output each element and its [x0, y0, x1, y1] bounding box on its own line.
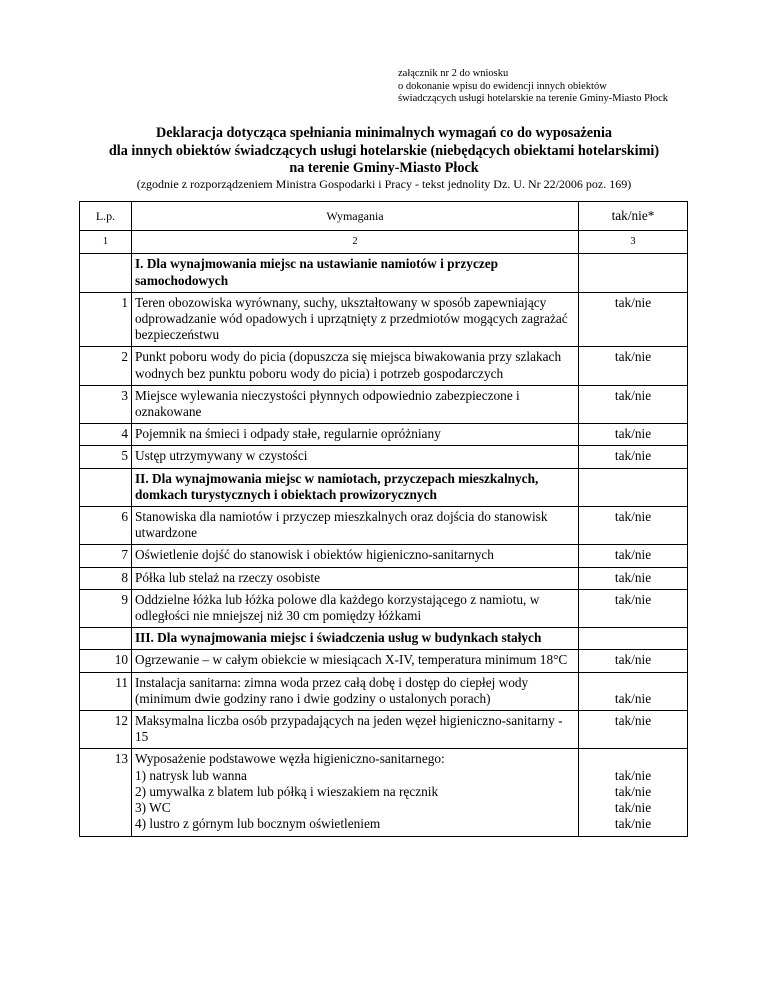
answer-cell[interactable]: tak/nie [579, 567, 688, 589]
requirements-table [79, 201, 688, 837]
answer-cell[interactable]: tak/nie [579, 385, 688, 423]
answer-cell[interactable]: tak/nie [579, 650, 688, 672]
requirement-text: Teren obozowiska wyrównany, suchy, ukształtowany w sposób zapewniający odprowadzanie wód opadowych i uprzątnięty z przedmiotów mogących zagrażać bezpieczeństwu [132, 292, 579, 347]
attachment-line: świadczących usługi hotelarskie na terenie Gminy-Miasto Płock [398, 93, 669, 105]
row-number: 6 [80, 507, 132, 545]
requirement-text: Punkt poboru wody do picia (dopuszcza się miejsca biwakowania przy szlakach wodnych bez punktu poboru wody do picia) i potrzeb gospodarczych [132, 347, 579, 385]
title-line: na terenie Gminy-Miasto Płock [289, 160, 479, 176]
requirement-text: Ustęp utrzymywany w czystości [132, 446, 579, 468]
table-row [80, 650, 688, 672]
table-row [80, 507, 688, 545]
section-title: III. Dla wynajmowania miejsc i świadczenia usług w budynkach stałych [132, 628, 579, 650]
section-title: II. Dla wynajmowania miejsc w namiotach, przyczepach mieszkalnych, domkach turystycznych i obiektach prowizorycznych [132, 468, 579, 506]
header-requirements: Wymagania [132, 202, 579, 231]
header-answer: tak/nie* [579, 202, 688, 231]
answer-cell[interactable]: tak/nie [579, 545, 688, 567]
answer-cell[interactable]: tak/nie [579, 292, 688, 347]
row-number: 10 [80, 650, 132, 672]
requirement-text: Półka lub stelaż na rzeczy osobiste [132, 567, 579, 589]
table-row [80, 672, 688, 710]
answer-cell[interactable]: tak/nie [579, 672, 688, 710]
requirement-line: 1) natrysk lub wanna [135, 767, 247, 783]
section-row [80, 468, 688, 506]
header-lp: L.p. [80, 202, 132, 231]
title-line: dla innych obiektów świadczących usługi hotelarskie (niebędących obiektami hotelarskimi) [108, 142, 660, 159]
column-number-row [80, 231, 688, 254]
table-row [80, 347, 688, 385]
answer-line[interactable]: tak/nie [614, 816, 652, 832]
requirement-text: Stanowiska dla namiotów i przyczep mieszkalnych oraz dojścia do stanowisk utwardzone [132, 507, 579, 545]
row-number: 9 [80, 589, 132, 627]
answer-line[interactable]: tak/nie [614, 783, 652, 799]
legal-basis-subtitle: (zgodnie z rozporządzeniem Ministra Gospodarki i Pracy - tekst jednolity Dz. U. Nr 22/2006 poz. 169) [136, 177, 632, 191]
column-number: 1 [80, 231, 132, 254]
row-number: 5 [80, 446, 132, 468]
row-number: 12 [80, 711, 132, 749]
row-number: 1 [80, 292, 132, 347]
answer-line[interactable]: tak/nie [614, 800, 652, 816]
requirement-text: Ogrzewanie – w całym obiekcie w miesiącach X-IV, temperatura minimum 18°C [132, 650, 579, 672]
answer-line[interactable]: tak/nie [614, 767, 652, 783]
answer-cell[interactable]: tak/nie [579, 347, 688, 385]
attachment-line: załącznik nr 2 do wniosku [398, 68, 509, 79]
answer-cell[interactable]: tak/nie [579, 446, 688, 468]
section-row [80, 628, 688, 650]
row-number: 11 [80, 672, 132, 710]
answer-cell[interactable]: tak/nie [579, 589, 688, 627]
table-row [80, 292, 688, 347]
requirement-text: Oświetlenie dojść do stanowisk i obiektów higieniczno-sanitarnych [132, 545, 579, 567]
table-row [80, 545, 688, 567]
column-number: 2 [132, 231, 579, 254]
row-number: 13 [80, 749, 132, 836]
table-row [80, 749, 688, 836]
requirement-text: Miejsce wylewania nieczystości płynnych odpowiednio zabezpieczone i oznakowane [132, 385, 579, 423]
requirement-text: Instalacja sanitarna: zimna woda przez całą dobę i dostęp do ciepłej wody (minimum dwie godziny rano i dwie godziny o ustalonych porach) [132, 672, 579, 710]
attachment-line: o dokonanie wpisu do ewidencji innych obiektów [398, 80, 607, 92]
requirement-line: 2) umywalka z blatem lub półką i wieszakiem na ręcznik [135, 783, 439, 799]
section-title: I. Dla wynajmowania miejsc na ustawianie namiotów i przyczep samochodowych [132, 254, 579, 292]
table-row [80, 711, 688, 749]
table-row [80, 567, 688, 589]
table-row [80, 424, 688, 446]
table-row [80, 446, 688, 468]
title-line: Deklaracja dotycząca spełniania minimalnych wymagań co do wyposażenia [156, 125, 612, 141]
row-number: 2 [80, 347, 132, 385]
section-row [80, 254, 688, 292]
row-number: 7 [80, 545, 132, 567]
row-number: 3 [80, 385, 132, 423]
requirement-text [132, 749, 579, 836]
answer-cell[interactable]: tak/nie [579, 711, 688, 749]
answer-cell[interactable]: tak/nie [579, 507, 688, 545]
attachment-note [398, 68, 668, 106]
requirement-line: Wyposażenie podstawowe węzła higieniczno-sanitarnego: [135, 751, 445, 767]
requirement-line: 3) WC [135, 800, 171, 816]
table-header-row [80, 202, 688, 231]
document-title [0, 125, 768, 178]
requirement-text: Pojemnik na śmieci i odpady stałe, regularnie opróżniany [132, 424, 579, 446]
table-row [80, 589, 688, 627]
answer-cell [579, 749, 688, 836]
row-number: 4 [80, 424, 132, 446]
requirement-text: Maksymalna liczba osób przypadających na jeden węzeł higieniczno-sanitarny - 15 [132, 711, 579, 749]
row-number: 8 [80, 567, 132, 589]
column-number: 3 [579, 231, 688, 254]
requirement-text: Oddzielne łóżka lub łóżka polowe dla każdego korzystającego z namiotu, w odległości nie mniejszej niż 30 cm pomiędzy łóżkami [132, 589, 579, 627]
table-row [80, 385, 688, 423]
requirement-line: 4) lustro z górnym lub bocznym oświetleniem [135, 816, 381, 832]
answer-cell[interactable]: tak/nie [579, 424, 688, 446]
